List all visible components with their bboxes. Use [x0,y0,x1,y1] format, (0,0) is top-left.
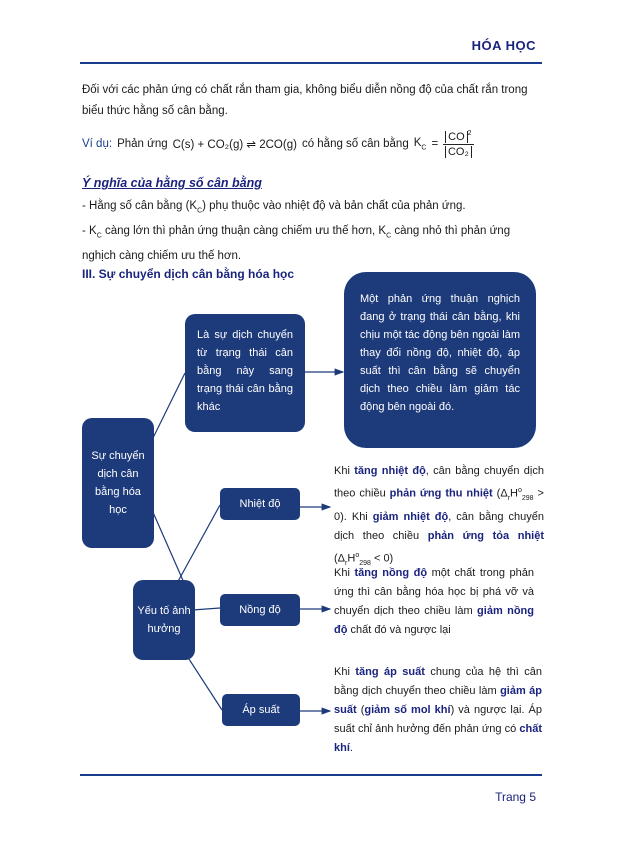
concentration-box: Nồng độ [220,594,300,626]
page-number: Trang 5 [495,790,536,804]
connector-root-definition [152,373,185,440]
temperature-description: Khi tăng nhiệt độ, cân bằng chuyển dịch theo chiều phản ứng thu nhiệt $(\Delta_rH^o_{298} > 0)$. Khi giảm nhiệt độ, cân bằng chuyển dịch theo chiều phản ứng tỏa nhiệt $(\Delta_rH^o_{298} < 0)$ [334,465,545,567]
meaning-line-2: - $K_C$ càng lớn thì phản ứng thuận càng chiếm ưu thế hơn, $K_C$ càng nhỏ thì phản ứng nghịch càng chiếm ưu thế hơn. [82,225,511,263]
pressure-description: Khi tăng áp suất chung của hệ thì cân bằng dịch chuyển theo chiều làm giảm áp suất (giảm số mol khí) và ngược lại. Áp suất chỉ ảnh hưởng đến phản ứng có chất khí. [334,666,542,754]
intro-paragraph: Đối với các phản ứng có chất rắn tham gia, không biểu diễn nồng độ của chất rắn trong biểu thức hằng số cân bằng. [82,84,528,117]
principle-box: Một phản ứng thuận nghịch đang ở trạng thái cân bằng, khi chịu một tác động bên ngoài làm thay đổi nồng độ, nhiệt độ, áp suất thì cân bằng sẽ chuyển dịch theo chiều làm giảm tác động bên ngoài đó. [344,272,536,448]
equals-sign: = [431,138,439,150]
pressure-box: Áp suất [222,694,300,726]
meaning-line-1: - Hằng số cân bằng $(K_C)$ phụ thuộc vào nhiệt độ và bản chất của phản ứng. [82,200,466,215]
footer-divider [80,774,542,776]
reaction-middle: có hằng số cân bằng [301,138,409,150]
connector-root-factors [152,510,185,585]
numerator: CO [445,131,468,143]
reaction-equation: C(s) + CO₂(g) ⇌ 2CO(g) [172,139,297,151]
definition-box: Là sự dịch chuyển từ trạng thái cân bằng này sang trạng thái cân bằng khác [185,314,305,432]
reaction-prefix: Phản ứng [117,138,168,150]
meaning-heading: Ý nghĩa của hằng số cân bằng [82,176,262,190]
factors-box: Yếu tố ảnh hưởng [133,580,195,660]
section-heading: III. Sự chuyển dịch cân bằng hóa học [82,267,295,281]
kc-symbol: $K_C$ [413,136,427,152]
denominator: CO₂ [445,146,472,158]
header-title: HÓA HỌC [471,38,536,53]
numerator-power: 2 [467,130,472,138]
concentration-description: Khi tăng nồng độ một chất trong phản ứng thì cân bằng hóa học bị phá vỡ và chuyển dịch theo chiều làm giảm nồng độ chất đó và ngược lại [334,567,534,636]
temperature-box: Nhiệt độ [220,488,300,520]
example-label: Ví dụ: [82,138,113,150]
root-box: Sự chuyển dịch cân bằng hóa học [82,418,154,548]
